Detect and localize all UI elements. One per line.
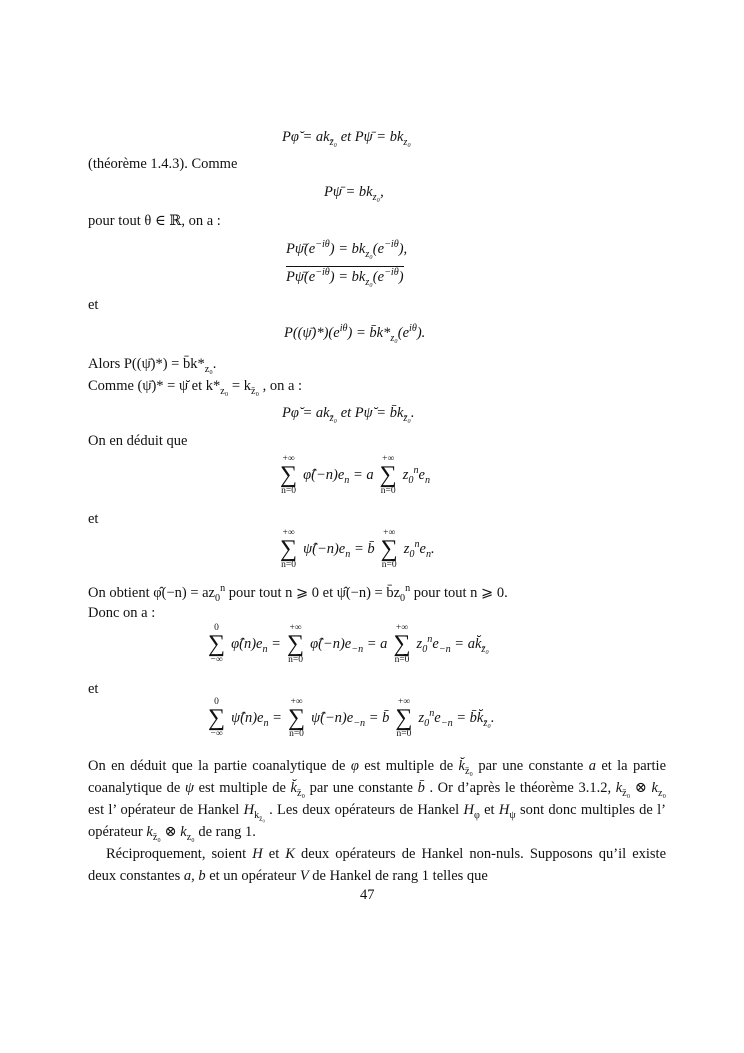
text-et-3: et	[88, 681, 99, 697]
sum-symbol: +∞ ∑ n=0	[287, 697, 306, 739]
sum-symbol: +∞ ∑ n=0	[280, 528, 298, 570]
equation-5: Pφ̆ = $ak_{z̄_0}$ et Pψ̆ = $b̄k_{z̄_0}$.	[282, 405, 415, 424]
equation-3b: $P\psī(e^{-i\theta}) = bk_{z_0}(e^{-i\theta})$	[286, 267, 404, 288]
text-theoreme: (théorème 1.4.3). Comme	[88, 156, 238, 172]
equation-4: $P((\psī)*)(e^{i\theta})$ = $b̄k*_{z_0}(e^{i\theta})$.	[284, 323, 426, 344]
text-donc: Donc on a :	[88, 605, 156, 621]
equation-8: 0 ∑ −∞ $\varphî(n)e_n$ = +∞ ∑ n=0 $\varphî(-n)e_{-n} = a$ +∞ ∑ n=0 $z_0^ne_{-n}$ = $ak̆_{z̄_0}$	[208, 623, 489, 665]
sum-symbol: +∞ ∑ n=0	[379, 454, 397, 496]
text-obtient: On obtient φ̂(−n) = $az_0^n$ pour tout n ⩾ 0 et ψ̂(−n) = $b̄z_0^n$ pour tout n ⩾ 0.	[88, 583, 508, 604]
equation-3a: $P\psī(e^{-i\theta}) = bk_{z_0}(e^{-i\theta})$,	[286, 239, 408, 260]
sum-symbol: +∞ ∑ n=0	[380, 528, 398, 570]
sum-symbol: +∞ ∑ n=0	[280, 454, 298, 496]
page-number: 47	[360, 887, 375, 903]
equation-1: Pφ̆ = $ak_{z̄_0}$ et Pψ̄ = $bk_{z_0}$	[282, 129, 411, 148]
equation-9: 0 ∑ −∞ $\psî(n)e_n$ = +∞ ∑ n=0 $\psî(-n)e_{-n}$ = b̄ +∞ ∑ n=0 $z_0^ne_{-n}$ = $b̄k̆_{z̄_0}$.	[208, 697, 495, 739]
sum-symbol: +∞ ∑ n=0	[286, 623, 305, 665]
sum-symbol: 0 ∑ −∞	[208, 697, 226, 739]
text-et-2: et	[88, 511, 99, 527]
text-deduit: On en déduit que	[88, 433, 188, 449]
text-et-1: et	[88, 297, 99, 313]
equation-6: +∞ ∑ n=0 $\varphî(-n)e_n = a$ +∞ ∑ n=0 $z_0^ne_n$	[280, 454, 431, 496]
sum-symbol: 0 ∑ −∞	[208, 623, 226, 665]
sum-symbol: +∞ ∑ n=0	[393, 623, 411, 665]
sum-symbol: +∞ ∑ n=0	[395, 697, 413, 739]
text-pour-tout: pour tout θ ∈ ℝ, on a :	[88, 213, 221, 229]
paragraph-conclusion: On en déduit que la partie coanalytique de φ est multiple de $k̆_{z̄_0}$ par une constante a et la partie coanalytique de ψ est multiple de $k̆_{z̄_0}$ par une constante b̄ . Or d’après le théorème 3.1.2, $k_{z̄_0}$ ⊗ $k_{z_0}$ est l’ opérateur de Hankel $H_{k_{z̄_0}}$ . Les deux opérateurs de Hankel $H_\varphi$ et $H_\psi$ sont donc multiples de l’ opérateur $k_{z̄_0}$ ⊗ $k_{z_0}$ de rang 1. Réciproquement, soient H et K deux opérateurs de Hankel non-nuls. Supposons qu’il existe deux constantes a, b et un opérateur V de Hankel de rang 1 telles que	[88, 758, 667, 884]
equation-7: +∞ ∑ n=0 $\psî(-n)e_n$ = b̄ +∞ ∑ n=0 $z_0^ne_n$.	[280, 528, 435, 570]
equation-2: Pψ̄ = $bk_{z_0}$,	[324, 184, 384, 203]
text-comme: Comme (ψ̄)* = ψ̆ et $k*_{z_0} = k_{z̄_0}$ , on a :	[88, 378, 303, 397]
text-alors: Alors P((ψ̄)*) = $b̄k*_{z_0}$.	[88, 356, 217, 375]
